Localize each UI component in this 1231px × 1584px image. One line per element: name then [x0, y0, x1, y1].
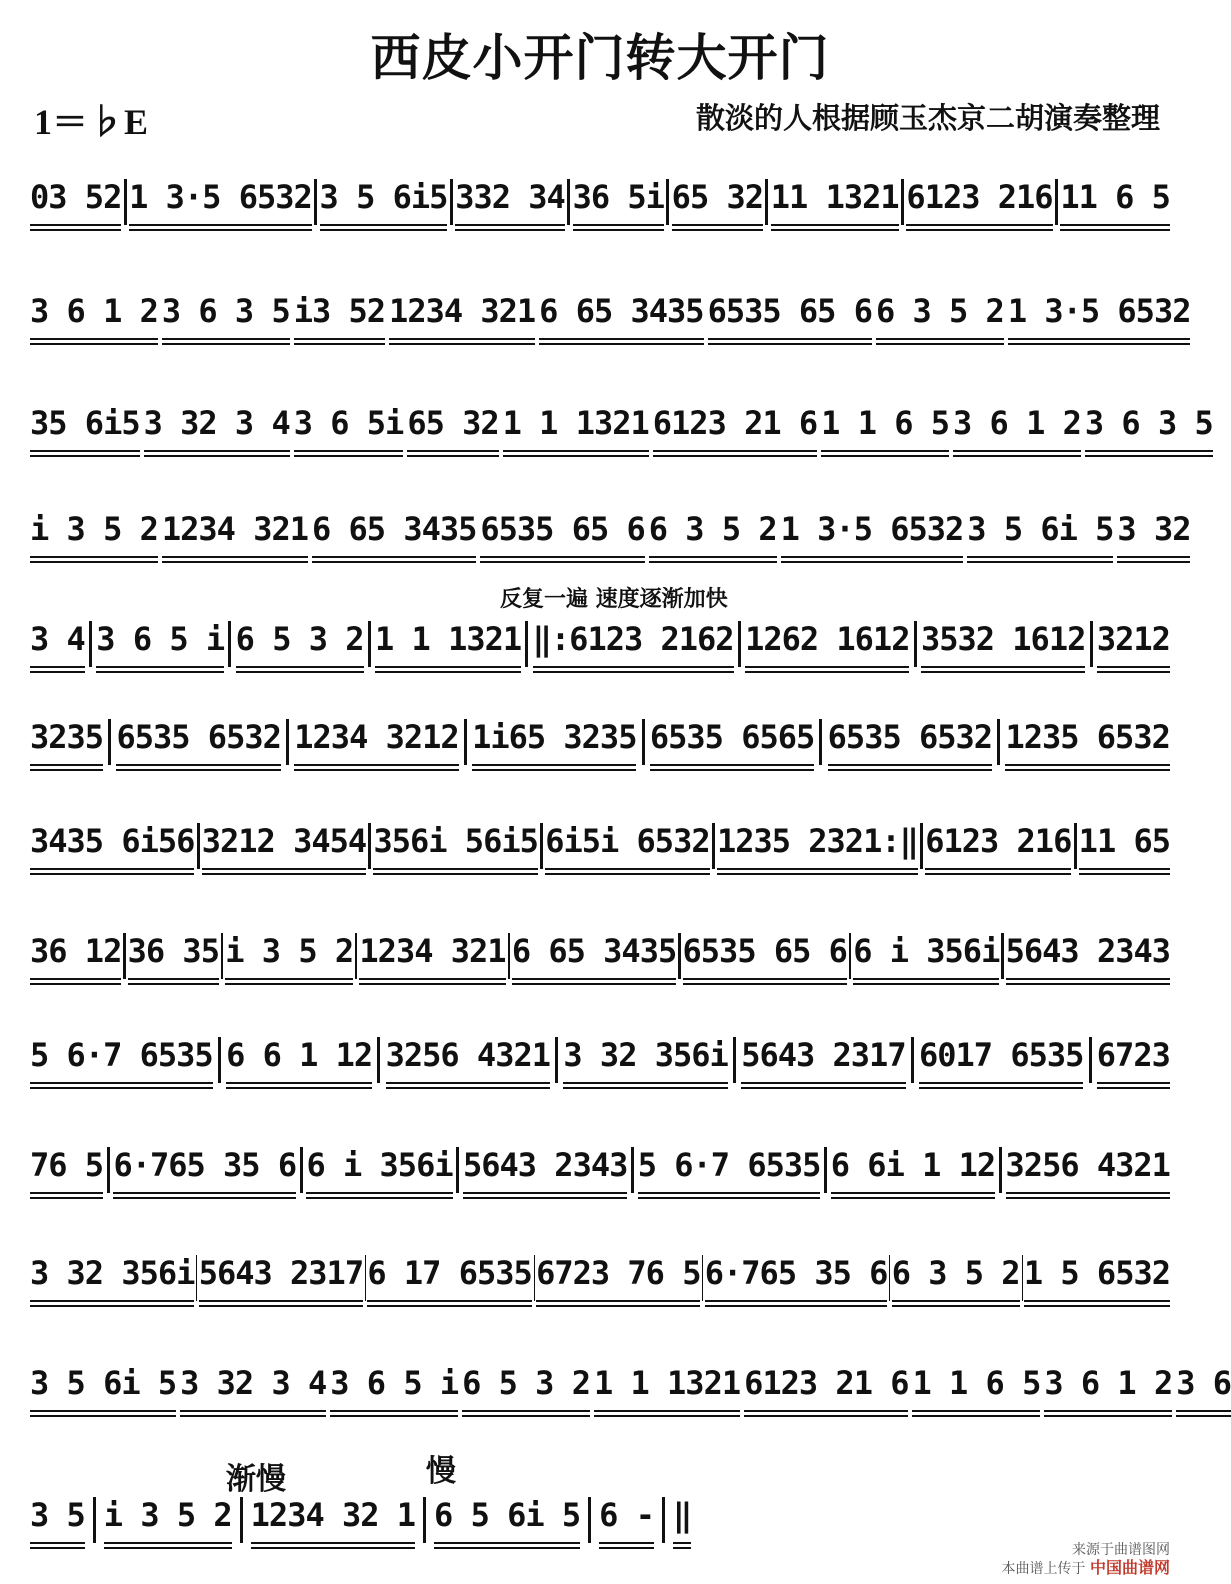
- barline: [849, 933, 851, 979]
- measure: 1 1 1321: [594, 1364, 740, 1412]
- notation-row: [30, 618, 1170, 670]
- measure: 6·765 35 6: [113, 1146, 296, 1194]
- measure: 6723 76 5: [536, 1254, 700, 1302]
- measure: 6535 65 6: [480, 510, 644, 558]
- measure: 3 6: [1176, 1364, 1231, 1412]
- barline: [819, 719, 822, 765]
- barline: [218, 1037, 221, 1083]
- measure: 3212: [1097, 620, 1170, 668]
- measure: 3 6 5 i: [330, 1364, 458, 1412]
- barline: [901, 179, 904, 225]
- measure: 6535 6565: [650, 718, 814, 766]
- measure: 6 3 5 2: [649, 510, 777, 558]
- measure: 3 6 1 2: [30, 292, 158, 340]
- barline: [997, 719, 1000, 765]
- barline: [124, 179, 127, 225]
- barline: [286, 719, 289, 765]
- measure: 6123 216: [906, 178, 1052, 226]
- notation-row: [30, 1034, 1170, 1086]
- notation-row: [30, 1144, 1170, 1196]
- barline: [314, 179, 317, 225]
- notation-row: [30, 1494, 1170, 1546]
- notation-row: [30, 930, 1170, 982]
- barline: [456, 1147, 459, 1193]
- measure: 1234 32 1: [251, 1496, 415, 1544]
- notation-row: [30, 176, 1170, 228]
- barline: [423, 1497, 426, 1543]
- measure: 3 32 3 4: [180, 1364, 326, 1412]
- barline: [738, 621, 741, 667]
- measure: 6·765 35 6: [705, 1254, 888, 1302]
- measure: i 3 5 2: [30, 510, 158, 558]
- barline: [765, 179, 768, 225]
- barline: [555, 1037, 558, 1083]
- measure: 6123 21 6: [653, 404, 817, 452]
- measure: 6 65 3435: [512, 932, 676, 980]
- measure: 3 5 6i 5: [967, 510, 1113, 558]
- measure: 6123 21 6: [744, 1364, 908, 1412]
- measure: 3435 6i56: [30, 822, 194, 870]
- measure: 6 3 5 2: [892, 1254, 1020, 1302]
- measure: 1i65 3235: [472, 718, 636, 766]
- measure: 1 5 6532: [1024, 1254, 1170, 1302]
- measure: i 3 5 2: [225, 932, 353, 980]
- measure: 3 5: [30, 1496, 85, 1544]
- measure: 1 1 6 5: [821, 404, 949, 452]
- measure: 36 12: [30, 932, 121, 980]
- barline: [1089, 1037, 1092, 1083]
- barline: [108, 719, 111, 765]
- measure: 6535 65 6: [683, 932, 847, 980]
- measure: 6i5i 6532: [545, 822, 709, 870]
- barline: [508, 933, 510, 979]
- repeat-instruction: 反复一遍 速度逐渐加快: [500, 587, 728, 612]
- notation-row: [30, 1252, 1170, 1304]
- measure: 1234 3212: [294, 718, 458, 766]
- watermark-line1: 来源于曲谱图网: [1072, 1542, 1170, 1558]
- measure: 1235 6532: [1005, 718, 1169, 766]
- measure: 6 6 1 12: [226, 1036, 372, 1084]
- barline: [1074, 823, 1077, 869]
- notation-row: [30, 716, 1170, 768]
- measure: 5643 2317: [199, 1254, 363, 1302]
- measure: 6723: [1097, 1036, 1170, 1084]
- barline: [221, 933, 223, 979]
- measure: 11 65: [1079, 822, 1170, 870]
- measure: 6 5 3 2: [236, 620, 364, 668]
- barline: [642, 719, 645, 765]
- measure: 6535 65 6: [708, 292, 872, 340]
- score-title: 西皮小开门转大开门: [370, 29, 830, 87]
- barline: [525, 621, 528, 667]
- measure: 11 6 5: [1060, 178, 1170, 226]
- measure: 76 5: [30, 1146, 103, 1194]
- tempo-mark-slow: 慢: [426, 1454, 456, 1489]
- barline: [666, 179, 669, 225]
- measure: 1234 321: [359, 932, 505, 980]
- barline: [355, 933, 357, 979]
- measure: ‖:6123 2162: [533, 620, 734, 668]
- watermark-line2: 本曲谱上传于: [1001, 1561, 1086, 1577]
- barline: [89, 621, 92, 667]
- measure: 3 6 1 2: [1044, 1364, 1172, 1412]
- measure: 3256 4321: [386, 1036, 550, 1084]
- barline: [197, 823, 200, 869]
- measure: 3 5 6i 5: [30, 1364, 176, 1412]
- barline: [1090, 621, 1093, 667]
- measure: 3 5 6i5: [320, 178, 448, 226]
- measure: 1 3·5 6532: [1008, 292, 1191, 340]
- measure: 35 6i5: [30, 404, 140, 452]
- measure: 3235: [30, 718, 103, 766]
- measure: 6 i 356i: [853, 932, 999, 980]
- barline: [678, 933, 680, 979]
- measure: 3532 1612: [921, 620, 1085, 668]
- barline: [1055, 179, 1058, 225]
- notation-row: [30, 508, 1191, 560]
- barline: [824, 1147, 827, 1193]
- measure: 36 5i: [573, 178, 664, 226]
- notation-row: [30, 402, 1213, 454]
- measure: 3 6 5 i: [96, 620, 224, 668]
- measure: 5 6·7 6535: [638, 1146, 821, 1194]
- measure: ‖: [673, 1496, 691, 1544]
- measure: 3 6 1 2: [953, 404, 1081, 452]
- measure: i 3 5 2: [104, 1496, 232, 1544]
- measure: 1234 321: [389, 292, 535, 340]
- measure: 332 34: [455, 178, 565, 226]
- key-signature: 1＝♭E: [34, 102, 149, 142]
- measure: 1 1 1321: [375, 620, 521, 668]
- measure: 6535 6532: [828, 718, 992, 766]
- measure: 6123 216: [925, 822, 1071, 870]
- barline: [93, 1497, 96, 1543]
- measure: 6 5 3 2: [462, 1364, 590, 1412]
- barline: [464, 719, 467, 765]
- barline: [240, 1497, 243, 1543]
- measure: 3 6 3 5: [1085, 404, 1213, 452]
- barline: [377, 1037, 380, 1083]
- barline: [631, 1147, 634, 1193]
- measure: 3 32 356i: [563, 1036, 727, 1084]
- measure: 6 5 6i 5: [434, 1496, 580, 1544]
- measure: 3 6 3 5: [162, 292, 290, 340]
- barline: [920, 823, 923, 869]
- barline: [662, 1497, 665, 1543]
- measure: 1 1 1321: [503, 404, 649, 452]
- measure: 1 3·5 6532: [129, 178, 312, 226]
- measure: 6 6i 1 12: [831, 1146, 995, 1194]
- measure: i3 52: [294, 292, 385, 340]
- measure: 5643 2317: [741, 1036, 905, 1084]
- watermark: [1002, 1542, 1170, 1578]
- measure: 3 32 3 4: [144, 404, 290, 452]
- measure: 1234 321: [162, 510, 308, 558]
- barline: [540, 823, 543, 869]
- measure: 6017 6535: [919, 1036, 1083, 1084]
- watermark-site: 中国曲谱网: [1089, 1558, 1170, 1577]
- measure: 36 35: [128, 932, 219, 980]
- barline: [1001, 933, 1003, 979]
- barline: [733, 1037, 736, 1083]
- notation-row: [30, 290, 1191, 342]
- barline: [450, 179, 453, 225]
- measure: 6 65 3435: [539, 292, 703, 340]
- measure: 3 6 5i: [294, 404, 404, 452]
- measure: 5643 2343: [1006, 932, 1170, 980]
- measure: 6 3 5 2: [876, 292, 1004, 340]
- measure: 3 4: [30, 620, 85, 668]
- measure: 5 6·7 6535: [30, 1036, 213, 1084]
- measure: 6 -: [599, 1496, 654, 1544]
- tempo-mark-gradual: 渐慢: [226, 1462, 286, 1497]
- measure: 1235 2321:‖: [717, 822, 918, 870]
- measure: 65 32: [407, 404, 498, 452]
- measure: 1262 1612: [745, 620, 909, 668]
- measure: 3 32 356i: [30, 1254, 194, 1302]
- measure: 11 1321: [771, 178, 899, 226]
- measure: 6 65 3435: [312, 510, 476, 558]
- barline: [228, 621, 231, 667]
- measure: 6535 6532: [116, 718, 280, 766]
- barline: [712, 823, 715, 869]
- barline: [368, 621, 371, 667]
- barline: [567, 179, 570, 225]
- barline: [914, 621, 917, 667]
- measure: 1 3·5 6532: [781, 510, 964, 558]
- notation-row: [30, 820, 1170, 872]
- barline: [999, 1147, 1002, 1193]
- measure: 1 1 6 5: [912, 1364, 1040, 1412]
- measure: 3 32: [1117, 510, 1190, 558]
- barline: [368, 823, 371, 869]
- measure: 5643 2343: [463, 1146, 627, 1194]
- barline: [107, 1147, 110, 1193]
- measure: 6 17 6535: [367, 1254, 531, 1302]
- barline: [588, 1497, 591, 1543]
- barline: [911, 1037, 914, 1083]
- measure: 65 32: [672, 178, 763, 226]
- measure: 356i 56i5: [373, 822, 537, 870]
- measure: 3256 4321: [1006, 1146, 1170, 1194]
- notation-row: [30, 1362, 1231, 1414]
- barline: [123, 933, 125, 979]
- arranger-credit: 散淡的人根据顾玉杰京二胡演奏整理: [695, 101, 1160, 135]
- measure: 3212 3454: [202, 822, 366, 870]
- measure: 6 i 356i: [306, 1146, 452, 1194]
- measure: 03 52: [30, 178, 121, 226]
- barline: [300, 1147, 303, 1193]
